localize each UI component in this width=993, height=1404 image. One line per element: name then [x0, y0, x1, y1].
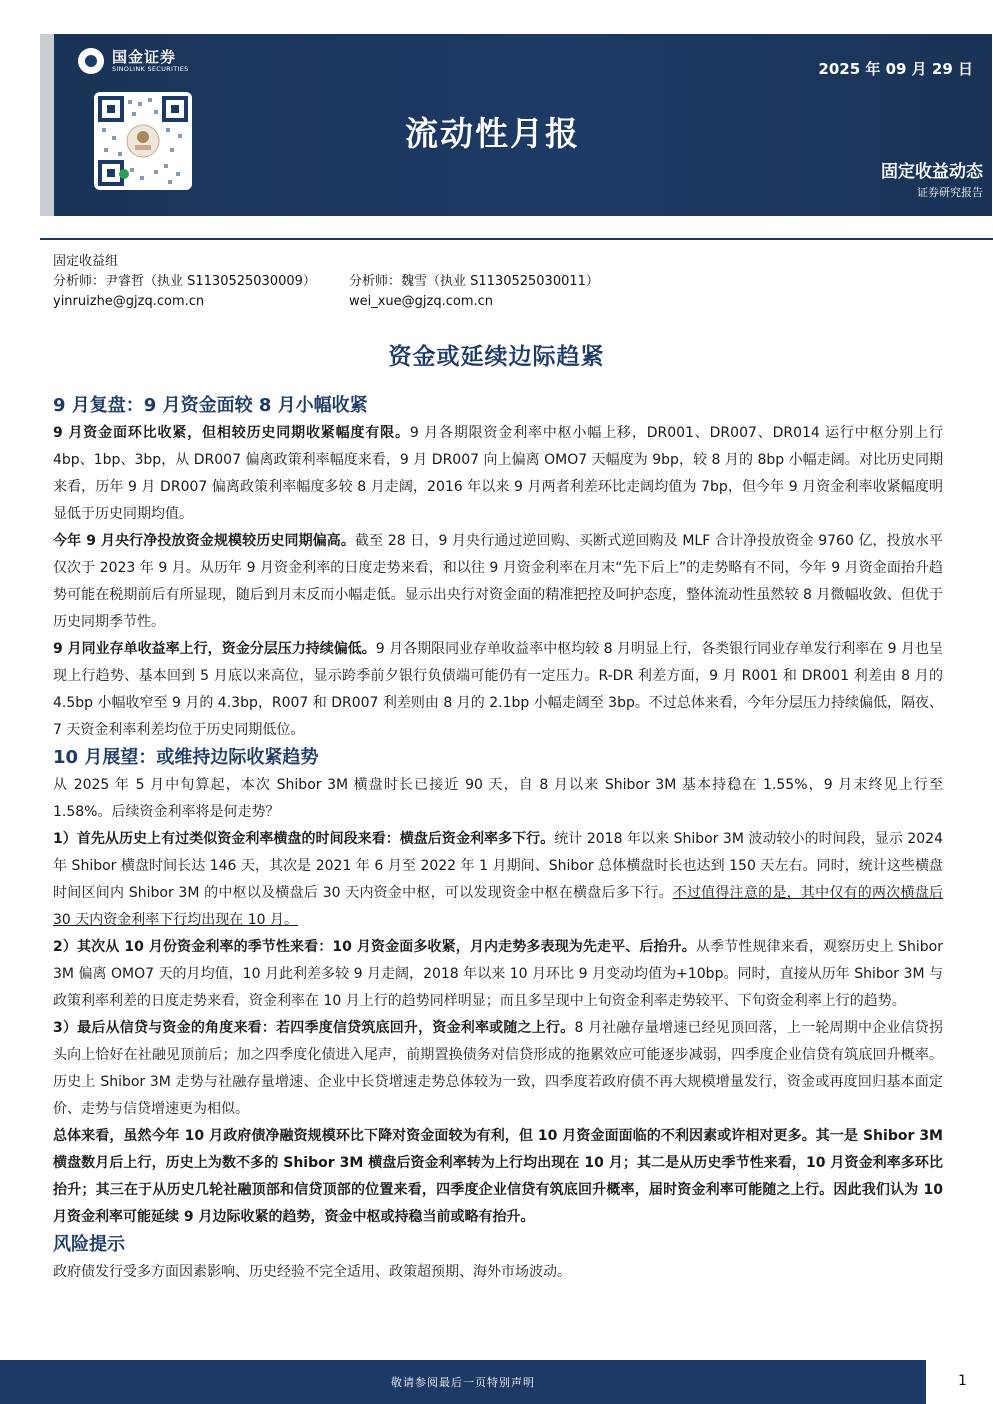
page-number: 1	[958, 1373, 967, 1389]
section-heading-outlook: 10 月展望：或维持边际收紧趋势	[53, 747, 319, 768]
section-heading-review: 9 月复盘：9 月资金面较 8 月小幅收紧	[53, 395, 368, 416]
paragraph-body: 从季节性规律来看，观察历史上 Shibor 3M 偏离 OMO7 天的月均值，10 月此利差多较 9 月走阔，2018 年以来 10 月环比 9 月变动均值为+10bp。同时，直接从历年 Shibor 3M 与政策利率利差的日度走势来看，资金利率在 10 月上行的趋势同样明显；而且多呈现中上旬资金利率走势较平、下旬资金利率上行的趋势。	[53, 939, 944, 1009]
document-title: 资金或延续边际趋紧	[388, 344, 605, 370]
paragraph-lead: 今年 9 月央行净投放资金规模较历史同期偏高。	[53, 533, 356, 549]
report-subcategory: 证券研究报告	[917, 186, 983, 199]
analyst-info	[53, 252, 599, 312]
paragraph	[53, 826, 943, 934]
section-heading-risk: 风险提示	[53, 1234, 125, 1255]
risk-paragraph: 政府债发行受多方面因素影响、历史经验不完全适用、政策超预期、海外市场波动。	[53, 1264, 571, 1280]
analyst-2-email[interactable]: wei_xue@gjzq.com.cn	[349, 294, 494, 309]
qr-code-icon	[94, 92, 192, 190]
paragraph: 从 2025 年 5 月中旬算起，本次 Shibor 3M 横盘时长已接近 90 天，自 8 月以来 Shibor 3M 基本持稳在 1.55%，9 月末终见上行至 1.58%。后续资金利率将是何走势？	[53, 777, 943, 820]
report-category: 固定收益动态	[881, 162, 983, 182]
paragraph-body: 8 月社融存量增速已经见顶回落，上一轮周期中企业信贷拐头向上恰好在社融见顶前后；加之四季度化债进入尾声，前期置换债务对信贷形成的拖累效应可能逐步减弱，四季度企业信贷有筑底回升概率。历史上 Shibor 3M 走势与社融存量增速、企业中长贷增速走势总体较为一致，四季度若政府债不再大规模增量发行，资金或再度回归基本面定价、走势与信贷增速更为相似。	[53, 1020, 943, 1117]
paragraph-body: 截至 28 日，9 月央行通过逆回购、买断式逆回购及 MLF 合计净投放资金 9760 亿，投放水平仅次于 2023 年 9 月。从历年 9 月资金利率的日度走势来看，和以往 9 月资金利率在月末“先下后上”的走势略有不同，今年 9 月资金面抬升趋势可能在税期前后有所显现，随后到月末反而小幅走低。显示出央行对资金面的精准把控及呵护态度，整体流动性虽然较 8 月微幅收敛、但优于历史同期季节性。	[53, 533, 943, 630]
report-title: 流动性月报	[405, 114, 580, 153]
logo-en-text: SINOLINK SECURITIES	[112, 64, 189, 73]
report-date: 2025 年 09 月 29 日	[818, 60, 973, 78]
logo-cn-text: 国金证券	[112, 47, 177, 66]
paragraph	[53, 1015, 943, 1123]
main-content	[53, 392, 943, 1286]
paragraph-lead: 3）最后从信贷与资金的角度来看：若四季度信贷筑底回升，资金利率或随之上行。	[53, 1020, 575, 1036]
paragraph-lead: 2）其次从 10 月份资金利率的季节性来看：10 月资金面多收紧，月内走势多表现为先走平、后抬升。	[53, 939, 696, 955]
logo-mark-icon	[78, 48, 104, 74]
paragraph-body: 9 月各期限同业存单收益率中枢均较 8 月明显上行，各类银行同业存单发行利率在 9 月也呈现上行趋势、基本回到 5 月底以来高位，显示跨季前夕银行负债端可能仍有一定压力。R-DR 利差方面，9 月 R001 和 DR001 利差由 8 月的 4.5bp 小幅收窄至 9 月的 4.3bp，R007 和 DR007 利差则由 8 月的 2.1bp 小幅走阔至 3bp。不过总体来看，今年分层压力持续偏低，隔夜、7 天资金利率利差均位于历史同期低位。	[53, 641, 943, 738]
paragraph	[53, 934, 943, 1015]
analyst-2: 分析师：魏雪（执业 S1130525030011）	[349, 274, 599, 289]
paragraph	[53, 420, 943, 528]
paragraph-lead: 9 月同业存单收益率上行，资金分层压力持续偏低。	[53, 641, 376, 657]
analyst-1: 分析师：尹睿哲（执业 S1130525030009）	[53, 274, 316, 289]
paragraph	[53, 528, 943, 636]
summary-paragraph: 总体来看，虽然今年 10 月政府债净融资规模环比下降对资金面较为有利，但 10 月资金面面临的不利因素或许相对更多。其一是 Shibor 3M 横盘数月后上行，历史上为数不多的 Shibor 3M 横盘后资金利率转为上行均出现在 10 月；其二是从历史季节性来看，10 月资金利率多环比抬升；其三在于从历史几轮社融顶部和信贷顶部的位置来看，四季度企业信贷有筑底回升概率，届时资金利率可能随之上行。因此我们认为 10 月资金利率可能延续 9 月边际收紧的趋势，资金中枢或持稳当前或略有抬升。	[53, 1128, 943, 1225]
header-divider	[40, 238, 993, 240]
group-name: 固定收益组	[53, 254, 119, 269]
analyst-1-email[interactable]: yinruizhe@gjzq.com.cn	[53, 294, 205, 309]
paragraph	[53, 636, 943, 744]
footer-disclaimer: 敬请参阅最后一页特别声明	[391, 1376, 535, 1389]
banner-stripe	[40, 34, 54, 216]
paragraph-lead: 9 月资金面环比收紧，但相较历史同期收紧幅度有限。	[53, 425, 410, 441]
paragraph-body: 统计 2018 年以来 Shibor 3M 波动较小的时间段，显示 2024 年 Shibor 横盘时间长达 146 天，其次是 2021 年 6 月至 2022 年 1 月期间、Shibor 总体横盘时长也达到 150 天左右。同时，统计这些横盘时间区间内 Shibor 3M 的中枢以及横盘后 30 天内资金中枢，可以发现资金中枢在横盘后多下行。	[53, 831, 943, 901]
paragraph-body: 9 月各期限资金利率中枢小幅上移，DR001、DR007、DR014 运行中枢分别上行 4bp、1bp、3bp，从 DR007 偏离政策利率幅度来看，9 月 DR007 向上偏离 OMO7 天幅度为 9bp，较 8 月的 8bp 小幅走阔。对比历史同期来看，历年 9 月 DR007 偏离政策利率幅度多较 8 月走阔，2016 年以来 9 月两者利差环比走阔均值为 7bp，但今年 9 月资金利率收紧幅度明显低于历史同期均值。	[53, 425, 943, 522]
company-logo	[78, 46, 228, 76]
underlined-note: 不过值得注意的是，其中仅有的两次横盘后 30 天内资金利率下行均出现在 10 月。	[53, 885, 943, 928]
paragraph-lead: 1）首先从历史上有过类似资金利率横盘的时间段来看：横盘后资金利率多下行。	[53, 831, 555, 847]
